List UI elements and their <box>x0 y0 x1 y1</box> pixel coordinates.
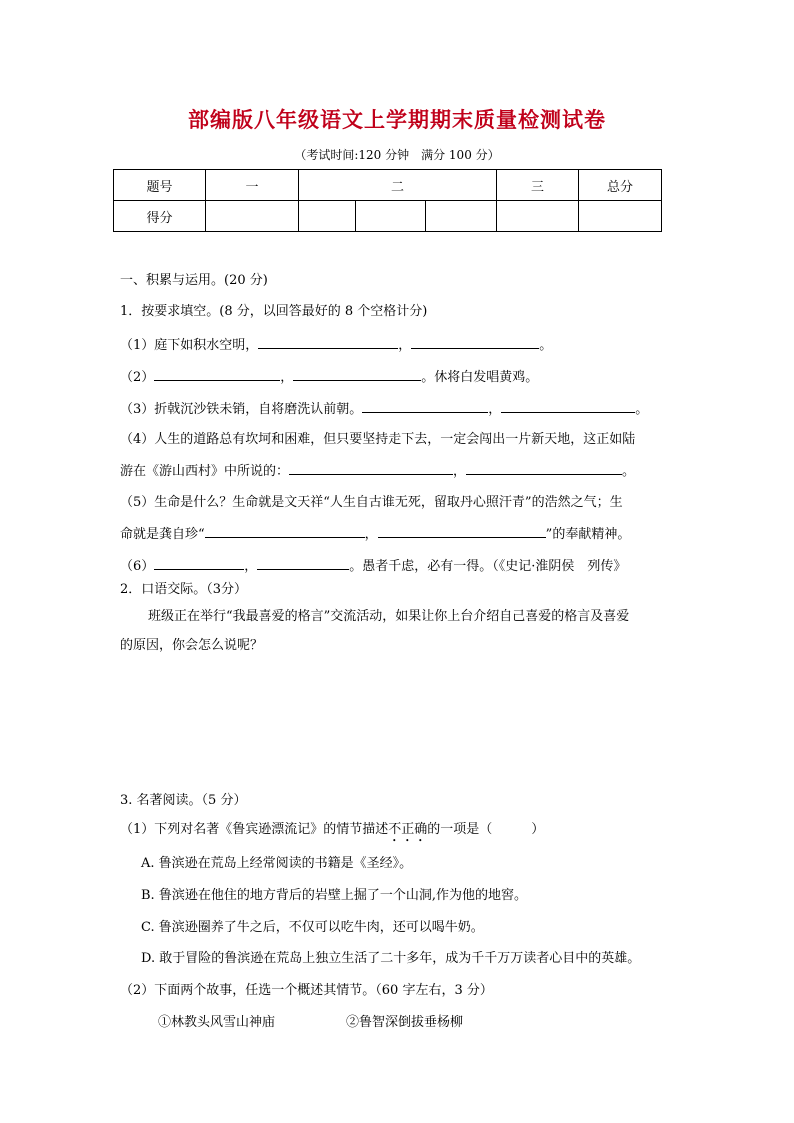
q1-item-4-line1: （4）人生的道路总有坎坷和困难，但只要坚持走下去，一定会闯出一片新天地，这正如陆 <box>120 432 636 447</box>
punct: ， <box>364 527 378 542</box>
score-table <box>113 169 662 232</box>
score-table-header-cell: 二 <box>299 170 497 201</box>
q3-prompt: 3. 名著阅读。（5 分） <box>120 793 247 808</box>
q2-text-line2: 的原因，你会怎么说呢？ <box>120 638 264 653</box>
punct: ， <box>398 338 412 353</box>
answer-blank[interactable] <box>362 399 488 413</box>
option-a: A. 鲁滨逊在荒岛上经常阅读的书籍是《圣经》。 <box>141 856 413 871</box>
q3-sub2: （2）下面两个故事，任选一个概述其情节。（60 字左右，3 分） <box>120 983 493 998</box>
q1-item-6 <box>120 556 626 576</box>
punct: 。 <box>635 402 649 417</box>
score-table-score-row <box>114 201 662 232</box>
score-table-header-row <box>114 170 662 201</box>
q1-item-1 <box>120 335 552 355</box>
punct: 。 <box>622 464 636 479</box>
q1-prompt: 1．按要求填空。(8 分，以回答最好的 8 个空格计分) <box>120 304 428 319</box>
q2-prompt: 2．口语交际。（3分） <box>120 582 248 597</box>
story-option-2: ②鲁智深倒拔垂杨柳 <box>346 1015 464 1030</box>
score-cell[interactable] <box>299 201 356 232</box>
answer-blank[interactable] <box>154 556 244 570</box>
answer-blank[interactable] <box>205 524 365 538</box>
q1-item-4-text: 游在《游山西村》中所说的： <box>120 464 290 479</box>
q2-text-line1: 班级正在举行“我最喜爱的格言”交流活动，如果让你上台介绍自己喜爱的格言及喜爱 <box>148 609 630 624</box>
q1-item-5-line1: （5）生命是什么？生命就是文天祥“人生自古谁无死，留取丹心照汗青”的浩然之气；生 <box>120 495 623 510</box>
punct: ， <box>280 370 294 385</box>
q1-item-5-line2 <box>120 524 630 544</box>
option-c: C. 鲁滨逊圈养了牛之后，不仅可以吃牛肉，还可以喝牛奶。 <box>141 920 484 935</box>
score-cell[interactable] <box>579 201 662 232</box>
answer-blank[interactable] <box>501 399 635 413</box>
answer-blank[interactable] <box>258 335 398 349</box>
answer-blank[interactable] <box>289 461 453 475</box>
option-b: B. 鲁滨逊在他住的地方背后的岩壁上掘了一个山洞,作为他的地窖。 <box>141 888 527 903</box>
exam-title: 部编版八年级语文上学期期末质量检测试卷 <box>188 107 606 132</box>
punct: ， <box>453 464 467 479</box>
answer-blank[interactable] <box>411 335 539 349</box>
score-cell[interactable] <box>356 201 426 232</box>
item-number: （2） <box>120 370 155 385</box>
score-table-header-cell: 三 <box>497 170 579 201</box>
q1-item-2 <box>120 367 538 387</box>
score-table-header-cell: 一 <box>206 170 299 201</box>
score-table-header-cell: 题号 <box>114 170 206 201</box>
score-row-label: 得分 <box>114 201 206 232</box>
q3-sub1-tail: 的一项是（ ） <box>427 822 545 837</box>
story-option-1: ①林教头风雪山神庙 <box>158 1015 276 1030</box>
score-cell[interactable] <box>206 201 299 232</box>
q1-item-2-text: 。休将白发唱黄鸡。 <box>421 370 539 385</box>
option-d: D. 敢于冒险的鲁滨逊在荒岛上独立生活了二十多年，成为千千万万读者心目中的英雄。 <box>141 951 641 966</box>
answer-blank[interactable] <box>154 367 280 381</box>
q1-item-1-text: （1）庭下如积水空明， <box>120 338 259 353</box>
answer-blank[interactable] <box>466 461 622 475</box>
score-cell[interactable] <box>426 201 497 232</box>
item-number: （6） <box>120 559 155 574</box>
score-cell[interactable] <box>497 201 579 232</box>
q1-item-3-text: （3）折戟沉沙铁未销，自将磨洗认前朝。 <box>120 402 363 417</box>
answer-blank[interactable] <box>293 367 421 381</box>
q3-sub1 <box>120 821 544 845</box>
emphasis-text: 不正确 <box>388 822 428 837</box>
answer-blank[interactable] <box>257 556 349 570</box>
punct: ， <box>488 402 502 417</box>
q1-item-5-tail: ”的奉献精神。 <box>545 527 631 542</box>
q3-sub1-text: （1）下列对名著《鲁宾逊漂流记》的情节描述 <box>120 822 389 837</box>
q1-item-5-text: 命就是龚自珍“ <box>120 527 205 542</box>
q1-item-3 <box>120 399 648 419</box>
score-table-header-cell: 总分 <box>579 170 662 201</box>
q1-item-4-line2 <box>120 461 635 481</box>
punct: ， <box>244 559 258 574</box>
punct: 。 <box>539 338 553 353</box>
q1-item-6-text: 。愚者千虑，必有一得。（《史记·淮阴侯 列传》 <box>349 559 627 574</box>
exam-subtitle: （考试时间:120 分钟 满分 100 分） <box>294 148 500 162</box>
section-heading: 一、积累与运用。(20 分) <box>120 273 268 288</box>
answer-blank[interactable] <box>378 524 546 538</box>
